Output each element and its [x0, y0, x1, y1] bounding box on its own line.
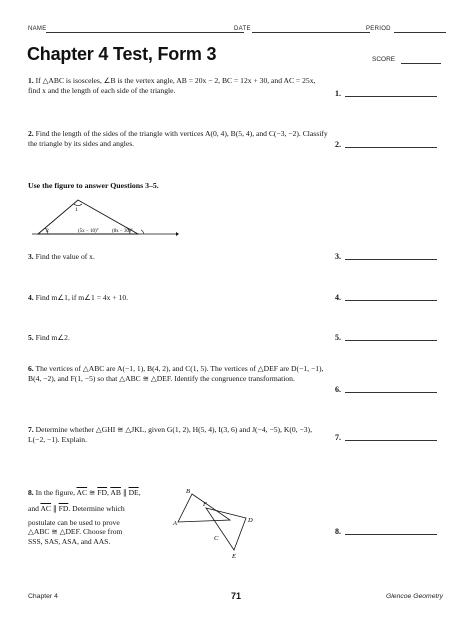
question-number: 5. — [28, 333, 34, 342]
point-d-label: D — [248, 517, 253, 524]
parallel-symbol: ∥ — [122, 488, 127, 497]
answer-label-4: 4. — [335, 293, 341, 302]
score-label: SCORE — [372, 56, 396, 63]
footer-publisher: Glencoe Geometry — [386, 593, 444, 600]
answer-line-3[interactable] — [345, 259, 437, 260]
instruction: Use the figure to answer Questions 3–5. — [28, 181, 159, 190]
question-text: Find m∠2. — [35, 333, 70, 342]
question-text: If △ABC is isosceles, ∠B is the vertex angle, AB = 20x − 2, BC = 12x + 30, and AC = 25x, find x and the length of each side of the triangle. — [28, 76, 316, 95]
question-number: 3. — [28, 252, 34, 261]
question-1 — [28, 76, 328, 96]
answer-line-6[interactable] — [345, 392, 437, 393]
question-number: 6. — [28, 364, 34, 373]
page-title: Chapter 4 Test, Form 3 — [27, 44, 217, 64]
segment-fd: $\overline{FD}$ — [58, 503, 69, 513]
name-label: NAME — [28, 26, 47, 32]
point-f-label: F — [203, 501, 207, 508]
period-label: PERIOD — [366, 26, 391, 32]
question-number: 4. — [28, 293, 34, 302]
triangle-figure — [30, 196, 180, 242]
q8-text: . Determine which — [68, 503, 125, 513]
footer-chapter: Chapter 4 — [28, 593, 58, 600]
point-b-label: B — [186, 488, 190, 495]
segment-ac: $\overline{AC}$ — [40, 503, 52, 513]
q8-text: In the figure, — [35, 488, 76, 497]
question-2 — [28, 129, 328, 149]
angle-1-label: 1 — [75, 207, 78, 213]
q8-line-5: SSS, SAS, ASA, and AAS. — [28, 537, 111, 547]
segment-ab: $\overline{AB}$ — [110, 488, 121, 497]
question-number: 8. — [28, 488, 34, 497]
point-a-label: A — [173, 520, 177, 527]
answer-label-1: 1. — [335, 89, 341, 98]
date-label: DATE — [234, 26, 251, 32]
q8-comma: , — [138, 488, 141, 497]
question-3 — [28, 252, 328, 262]
period-line — [394, 32, 446, 33]
name-line — [46, 32, 244, 33]
question-text: Determine whether △GHI ≅ △JKL, given G(1, 2), H(5, 4), I(3, 6) and J(−4, −5), K(0, −3), L(−2, −1). Explain. — [28, 425, 312, 444]
question-text: Find m∠1, if m∠1 = 4x + 10. — [35, 293, 129, 302]
question-7 — [28, 425, 328, 445]
answer-label-2: 2. — [335, 140, 341, 149]
q8-line-4: △ABC ≅ △DEF. Choose from — [28, 527, 123, 537]
answer-label-8: 8. — [335, 527, 341, 536]
q8-text: and — [28, 503, 39, 513]
answer-line-4[interactable] — [345, 300, 437, 301]
parallel-triangles-figure — [170, 484, 260, 560]
answer-line-1[interactable] — [345, 96, 437, 97]
congruent-symbol: ≅ — [89, 488, 96, 497]
question-number: 2. — [28, 129, 34, 138]
answer-line-2[interactable] — [345, 147, 437, 148]
date-line — [252, 32, 370, 33]
question-text: Find the length of the sides of the triangle with vertices A(0, 4), B(5, 4), and C(−3, −2). Classify the triangle by its sides and angles. — [28, 129, 328, 148]
answer-label-5: 5. — [335, 333, 341, 342]
question-text: Find the value of x. — [35, 252, 95, 261]
question-number: 7. — [28, 425, 34, 434]
score-line — [401, 63, 441, 64]
answer-label-6: 6. — [335, 385, 341, 394]
parallel-symbol: ∥ — [52, 503, 57, 513]
question-text: The vertices of △ABC are A(−1, 1), B(4, 2), and C(1, 5). The vertices of △DEF are D(−1, −1), B(4, −2), and F(1, −5) so that △ABC ≅ △DEF. Identify the congruence transformation. — [28, 364, 324, 383]
question-4 — [28, 293, 328, 303]
answer-line-5[interactable] — [345, 340, 437, 341]
segment-de: $\overline{DE}$ — [128, 488, 139, 497]
segment-ac: $\overline{AC}$ — [76, 488, 88, 497]
angle-2-label: 2 — [46, 228, 49, 234]
answer-label-3: 3. — [335, 252, 341, 261]
point-c-label: C — [214, 535, 219, 542]
question-number: 1. — [28, 76, 34, 85]
answer-label-7: 7. — [335, 433, 341, 442]
q8-line-3: postulate can be used to prove — [28, 517, 120, 527]
question-8 — [28, 488, 178, 547]
q8-line-1 — [28, 488, 178, 498]
page-number: 71 — [231, 591, 242, 601]
angle-expr-right: (8x − 30)° — [112, 229, 133, 234]
point-e-label: E — [232, 553, 236, 560]
answer-line-8[interactable] — [345, 534, 437, 535]
q8-line-2 — [28, 504, 178, 514]
angle-expr-left: (5x − 10)° — [78, 229, 99, 234]
question-6 — [28, 364, 328, 384]
segment-fd: $\overline{FD}$ — [97, 488, 107, 497]
q8-comma: , — [107, 488, 109, 497]
answer-line-7[interactable] — [345, 440, 437, 441]
question-5 — [28, 333, 328, 343]
